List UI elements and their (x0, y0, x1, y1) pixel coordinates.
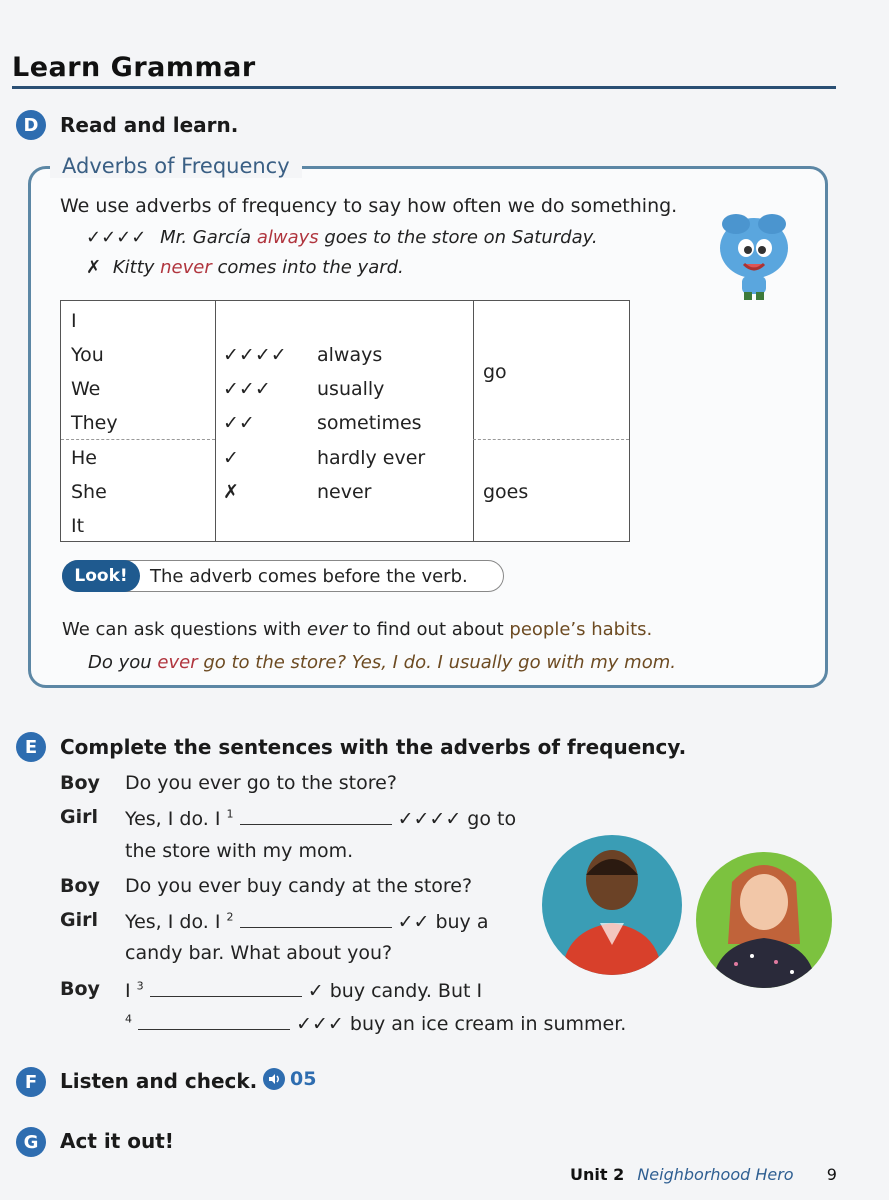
speaker-label: Girl (60, 909, 98, 931)
dialogue-line-6: candy bar. What about you? (125, 942, 393, 964)
frequency-marks-cell: ✗ (223, 481, 239, 503)
line-7-start: I (125, 980, 137, 1002)
answer-blank-4[interactable] (138, 1011, 290, 1030)
table-dashed-row-divider (61, 439, 215, 441)
speaker-label: Boy (60, 772, 100, 794)
dialogue-line-8 (125, 1011, 626, 1035)
adverb-cell: usually (317, 378, 385, 400)
example-sentence-2 (86, 257, 404, 278)
speaker-label: Boy (60, 875, 100, 897)
audio-track-number: 05 (290, 1068, 317, 1090)
line-5-marks: ✓✓ (397, 911, 430, 933)
section-d-heading: Read and learn. (60, 113, 239, 137)
example-1-end: goes to the store on Saturday. (318, 227, 598, 248)
question-example (88, 652, 676, 673)
pronoun-cell: It (71, 515, 85, 537)
blank-number-3: 3 (136, 979, 144, 993)
look-label: Look! (62, 560, 140, 592)
answer-blank-3[interactable] (150, 978, 302, 997)
look-text: The adverb comes before the verb. (150, 566, 468, 587)
section-e-heading: Complete the sentences with the adverbs of frequency. (60, 735, 687, 759)
blank-number-2: 2 (226, 910, 234, 924)
boy-photo (542, 835, 682, 975)
pronoun-cell: I (71, 310, 77, 332)
section-f-heading: Listen and check. (60, 1069, 258, 1093)
line-5-end: buy a (435, 911, 489, 933)
blank-number-1: 1 (226, 807, 234, 821)
section-e-badge: E (16, 732, 46, 762)
question-text-end: people’s habits. (509, 619, 653, 640)
question-text-start: We can ask questions with (62, 619, 307, 640)
kitty-mascot-illustration (706, 210, 802, 306)
pronoun-cell: She (71, 481, 107, 503)
pronoun-cell: We (71, 378, 101, 400)
adverb-cell: hardly ever (317, 447, 426, 469)
box-intro-text: We use adverbs of frequency to say how often we do something. (60, 195, 678, 217)
grammar-box-title: Adverbs of Frequency (50, 154, 302, 178)
question-example-start: Do you (88, 652, 158, 673)
question-example-ever: ever (157, 652, 198, 673)
question-explanation (62, 619, 652, 640)
verb-plural-cell: go (483, 361, 507, 383)
dialogue-line-3: the store with my mom. (125, 840, 354, 862)
footer-unit: Unit 2 (570, 1165, 625, 1184)
dialogue-line-2 (125, 806, 516, 830)
table-divider-2 (473, 301, 474, 541)
page-number: 9 (826, 1165, 837, 1184)
verb-singular-cell: goes (483, 481, 529, 503)
example-1-adverb: always (256, 227, 319, 248)
line-8-end: buy an ice cream in summer. (349, 1013, 627, 1035)
page-footer (570, 1165, 837, 1184)
table-dashed-verb-divider (473, 439, 629, 441)
table-divider-1 (215, 301, 216, 541)
example-2-adverb: never (160, 257, 212, 278)
adverb-cell: sometimes (317, 412, 422, 434)
girl-photo (696, 852, 832, 988)
dialogue-line-7 (125, 978, 482, 1002)
frequency-marks-cell: ✓✓✓ (223, 378, 271, 400)
dialogue-line-5 (125, 909, 488, 933)
line-2-marks: ✓✓✓✓ (397, 808, 462, 830)
example-1-marks: ✓✓✓✓ (86, 227, 147, 248)
example-sentence-1 (86, 227, 598, 248)
audio-track[interactable] (262, 1067, 316, 1091)
pronoun-cell: He (71, 447, 97, 469)
frequency-marks-cell: ✓ (223, 447, 239, 469)
question-example-end: go to the store? Yes, I do. I usually go with my mom. (197, 652, 676, 673)
audio-icon (262, 1067, 286, 1091)
line-5-start: Yes, I do. I (125, 911, 227, 933)
adverb-cell: always (317, 344, 383, 366)
section-f-badge: F (16, 1067, 46, 1097)
speaker-label: Boy (60, 978, 100, 1000)
example-1-start: Mr. García (160, 227, 257, 248)
grammar-table (60, 300, 630, 542)
line-8-marks: ✓✓✓ (296, 1013, 344, 1035)
question-text-middle: to find out about (347, 619, 510, 640)
page-section-title: Learn Grammar (12, 52, 256, 83)
title-divider (12, 86, 836, 89)
answer-blank-2[interactable] (240, 909, 392, 928)
section-g-heading: Act it out! (60, 1129, 174, 1153)
example-2-mark: ✗ (86, 257, 102, 278)
example-2-start: Kitty (112, 257, 161, 278)
dialogue-line-1: Do you ever go to the store? (125, 772, 397, 794)
speaker-label: Girl (60, 806, 98, 828)
section-d-badge: D (16, 110, 46, 140)
question-ever-word: ever (306, 619, 348, 640)
frequency-marks-cell: ✓✓✓✓ (223, 344, 287, 366)
answer-blank-1[interactable] (240, 806, 392, 825)
frequency-marks-cell: ✓✓ (223, 412, 255, 434)
example-2-end: comes into the yard. (211, 257, 404, 278)
blank-number-4: 4 (125, 1012, 132, 1026)
dialogue-line-4: Do you ever buy candy at the store? (125, 875, 473, 897)
adverb-cell: never (317, 481, 372, 503)
line-2-start: Yes, I do. I (125, 808, 227, 830)
pronoun-cell: They (71, 412, 118, 434)
line-7-end: buy candy. But I (329, 980, 483, 1002)
section-g-badge: G (16, 1127, 46, 1157)
pronoun-cell: You (71, 344, 104, 366)
footer-unit-name: Neighborhood Hero (637, 1165, 794, 1184)
line-7-marks: ✓ (307, 980, 324, 1002)
line-2-end: go to (467, 808, 517, 830)
